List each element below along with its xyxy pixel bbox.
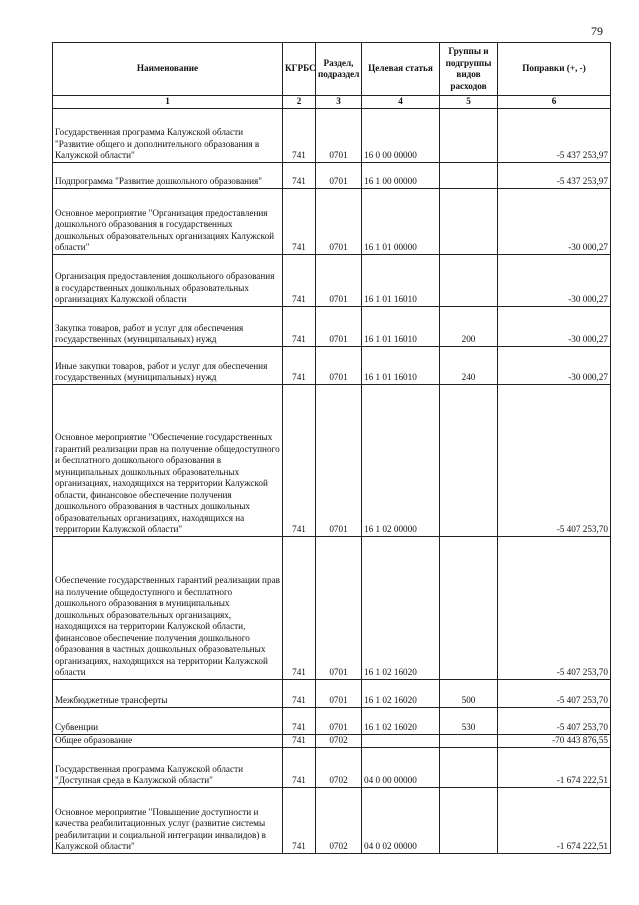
table-row: [53, 162, 611, 188]
row-target: 16 1 02 16020: [362, 707, 440, 734]
row-amount: -5 407 253,70: [498, 536, 611, 679]
header-target: Целевая статья: [362, 43, 440, 96]
row-group: 200: [440, 306, 498, 346]
table-row: [53, 787, 611, 853]
col-number: 6: [498, 96, 611, 109]
row-target: 16 1 01 16010: [362, 346, 440, 384]
row-amount: -5 407 253,70: [498, 679, 611, 707]
row-target: 16 1 02 00000: [362, 384, 440, 536]
row-kgrbs: 741: [283, 536, 316, 679]
row-target: 16 1 01 16010: [362, 254, 440, 306]
row-section: 0701: [316, 254, 362, 306]
table-row: [53, 734, 611, 747]
row-group: 500: [440, 679, 498, 707]
row-target: 16 1 01 00000: [362, 188, 440, 254]
row-name: Государственная программа Калужской области "Доступная среда в Калужской области": [53, 747, 283, 787]
row-kgrbs: 741: [283, 787, 316, 853]
row-target: 16 1 01 16010: [362, 306, 440, 346]
row-group: [440, 384, 498, 536]
row-kgrbs: 741: [283, 188, 316, 254]
row-name: Субвенции: [53, 707, 283, 734]
row-amount: -5 437 253,97: [498, 108, 611, 162]
row-kgrbs: 741: [283, 707, 316, 734]
row-section: 0701: [316, 707, 362, 734]
row-target: 04 0 00 00000: [362, 747, 440, 787]
table-row: [53, 346, 611, 384]
row-kgrbs: 741: [283, 306, 316, 346]
row-kgrbs: 741: [283, 108, 316, 162]
row-group: 530: [440, 707, 498, 734]
col-number: 4: [362, 96, 440, 109]
row-section: 0701: [316, 162, 362, 188]
row-section: 0702: [316, 734, 362, 747]
header-kgrbs: КГРБС: [283, 43, 316, 96]
row-amount: -1 674 222,51: [498, 787, 611, 853]
budget-table: [52, 42, 611, 854]
row-amount: -30 000,27: [498, 346, 611, 384]
row-section: 0701: [316, 384, 362, 536]
row-target: 16 1 02 16020: [362, 679, 440, 707]
header-name: Наименование: [53, 43, 283, 96]
row-name: Межбюджетные трансферты: [53, 679, 283, 707]
row-name: Закупка товаров, работ и услуг для обеспечения государственных (муниципальных) нужд: [53, 306, 283, 346]
col-number: 2: [283, 96, 316, 109]
row-section: 0701: [316, 108, 362, 162]
table-row: [53, 384, 611, 536]
col-number: 1: [53, 96, 283, 109]
row-kgrbs: 741: [283, 162, 316, 188]
row-kgrbs: 741: [283, 747, 316, 787]
header-section: Раздел, подраздел: [316, 43, 362, 96]
table-row: [53, 707, 611, 734]
row-kgrbs: 741: [283, 679, 316, 707]
table-row: [53, 108, 611, 162]
row-amount: -30 000,27: [498, 254, 611, 306]
row-name: Общее образование: [53, 734, 283, 747]
row-name: Основное мероприятие "Организация предоставления дошкольного образования в государственных дошкольных образовательных организациях Калужской области": [53, 188, 283, 254]
row-group: [440, 536, 498, 679]
page-number: 79: [591, 24, 603, 38]
row-name: Основное мероприятие "Повышение доступности и качества реабилитационных услуг (развитие системы реабилитации и социальной интеграции инвалидов) в Калужской области": [53, 787, 283, 853]
row-amount: -30 000,27: [498, 188, 611, 254]
row-section: 0701: [316, 679, 362, 707]
row-kgrbs: 741: [283, 734, 316, 747]
row-group: [440, 787, 498, 853]
row-amount: -30 000,27: [498, 306, 611, 346]
row-amount: -5 437 253,97: [498, 162, 611, 188]
row-section: 0701: [316, 306, 362, 346]
table-row: [53, 188, 611, 254]
row-group: 240: [440, 346, 498, 384]
row-kgrbs: 741: [283, 384, 316, 536]
header-row: [53, 43, 611, 96]
table-row: [53, 306, 611, 346]
table-row: [53, 679, 611, 707]
header-amendments: Поправки (+, -): [498, 43, 611, 96]
row-name: Организация предоставления дошкольного образования в государственных дошкольных образовательных организациях Калужской области: [53, 254, 283, 306]
col-number: 5: [440, 96, 498, 109]
row-name: Государственная программа Калужской области "Развитие общего и дополнительного образования в Калужской области": [53, 108, 283, 162]
row-target: [362, 734, 440, 747]
row-name: Иные закупки товаров, работ и услуг для обеспечения государственных (муниципальных) нужд: [53, 346, 283, 384]
row-target: 04 0 02 00000: [362, 787, 440, 853]
table-row: [53, 747, 611, 787]
row-section: 0702: [316, 747, 362, 787]
row-amount: -5 407 253,70: [498, 384, 611, 536]
row-amount: -5 407 253,70: [498, 707, 611, 734]
row-group: [440, 162, 498, 188]
row-kgrbs: 741: [283, 254, 316, 306]
row-group: [440, 254, 498, 306]
column-number-row: [53, 96, 611, 109]
row-group: [440, 747, 498, 787]
row-section: 0701: [316, 536, 362, 679]
header-groups: Группы и подгруппы видов расходов: [440, 43, 498, 96]
row-amount: -1 674 222,51: [498, 747, 611, 787]
row-kgrbs: 741: [283, 346, 316, 384]
row-amount: -70 443 876,55: [498, 734, 611, 747]
row-name: Основное мероприятие "Обеспечение государственных гарантий реализации прав на получение общедоступного и бесплатного дошкольного образования в муниципальных дошкольных образовательных организациях, находящихся на территории Калужской области, финансовое обеспечение получения дошкольного образования в частных дошкольных образовательных организациях, находящихся на территории Калужской области": [53, 384, 283, 536]
row-target: 16 1 00 00000: [362, 162, 440, 188]
row-group: [440, 108, 498, 162]
col-number: 3: [316, 96, 362, 109]
table-row: [53, 254, 611, 306]
row-section: 0702: [316, 787, 362, 853]
row-section: 0701: [316, 346, 362, 384]
row-target: 16 0 00 00000: [362, 108, 440, 162]
row-name: Подпрограмма "Развитие дошкольного образования": [53, 162, 283, 188]
row-group: [440, 734, 498, 747]
row-target: 16 1 02 16020: [362, 536, 440, 679]
table-row: [53, 536, 611, 679]
row-name: Обеспечение государственных гарантий реализации прав на получение общедоступного и бесплатного дошкольного образования в муниципальных дошкольных образовательных организациях, находящихся на территории Калужской области, финансовое обеспечение получения дошкольного образования в частных дошкольных образовательных организациях, находящихся на территории Калужской области: [53, 536, 283, 679]
row-group: [440, 188, 498, 254]
row-section: 0701: [316, 188, 362, 254]
